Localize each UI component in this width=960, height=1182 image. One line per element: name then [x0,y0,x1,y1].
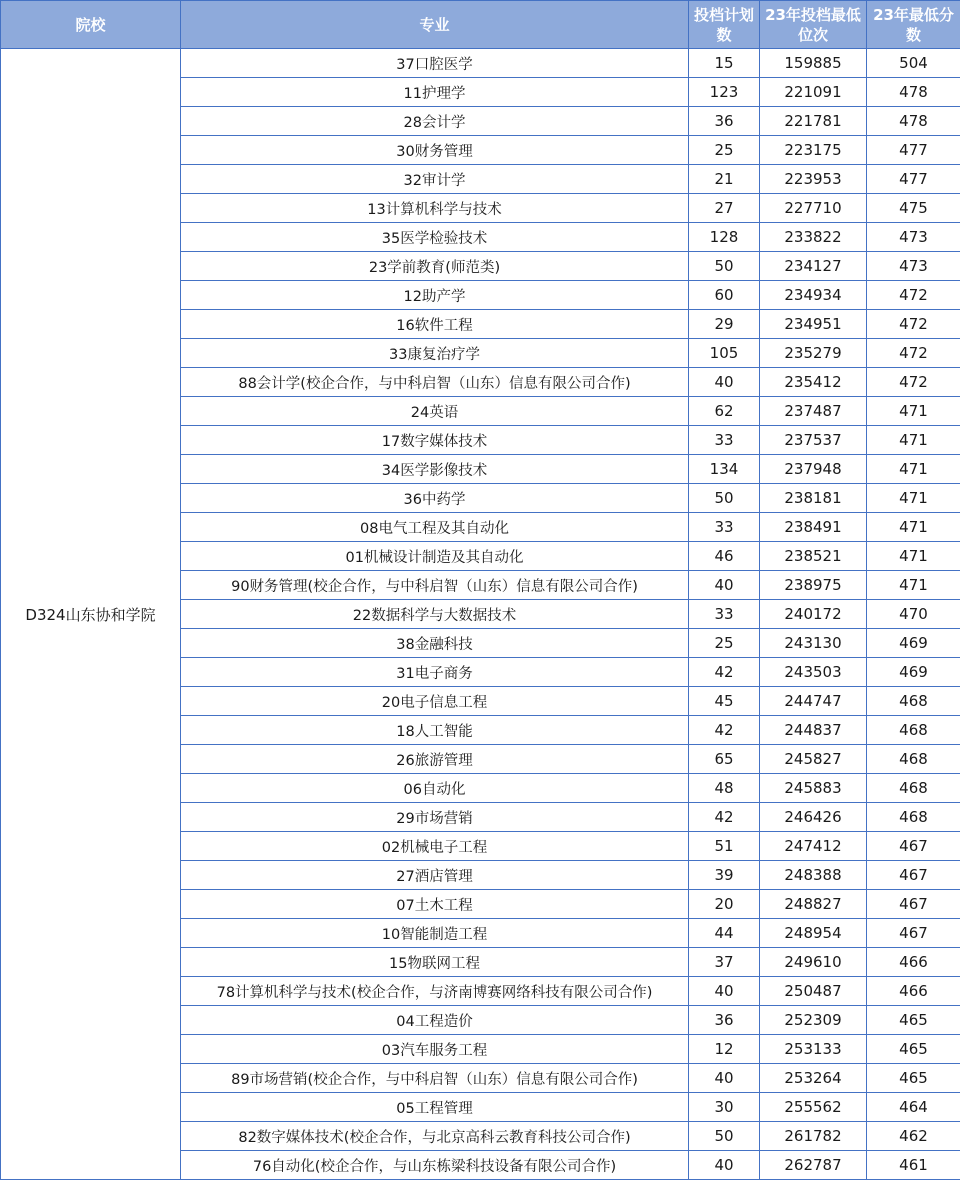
score-cell: 467 [867,832,960,861]
score-cell: 477 [867,136,960,165]
header-major: 专业 [181,1,689,49]
header-plan: 投档计划数 [689,1,760,49]
rank-cell: 238521 [760,542,867,571]
major-cell: 34医学影像技术 [181,455,689,484]
score-cell: 478 [867,107,960,136]
score-cell: 472 [867,368,960,397]
plan-cell: 123 [689,78,760,107]
major-cell: 07土木工程 [181,890,689,919]
score-cell: 472 [867,339,960,368]
major-cell: 13计算机科学与技术 [181,194,689,223]
plan-cell: 44 [689,919,760,948]
rank-cell: 248827 [760,890,867,919]
major-cell: 90财务管理(校企合作，与中科启智（山东）信息有限公司合作) [181,571,689,600]
rank-cell: 237537 [760,426,867,455]
rank-cell: 237487 [760,397,867,426]
plan-cell: 134 [689,455,760,484]
major-cell: 33康复治疗学 [181,339,689,368]
score-cell: 467 [867,890,960,919]
score-cell: 465 [867,1006,960,1035]
score-cell: 468 [867,716,960,745]
rank-cell: 253133 [760,1035,867,1064]
plan-cell: 45 [689,687,760,716]
score-cell: 466 [867,948,960,977]
header-school: 院校 [1,1,181,49]
rank-cell: 234127 [760,252,867,281]
plan-cell: 60 [689,281,760,310]
score-cell: 471 [867,397,960,426]
plan-cell: 40 [689,1064,760,1093]
rank-cell: 246426 [760,803,867,832]
major-cell: 32审计学 [181,165,689,194]
rank-cell: 252309 [760,1006,867,1035]
rank-cell: 233822 [760,223,867,252]
plan-cell: 39 [689,861,760,890]
major-cell: 01机械设计制造及其自动化 [181,542,689,571]
rank-cell: 261782 [760,1122,867,1151]
score-cell: 467 [867,861,960,890]
major-cell: 24英语 [181,397,689,426]
score-cell: 471 [867,571,960,600]
rank-cell: 238491 [760,513,867,542]
rank-cell: 244837 [760,716,867,745]
rank-cell: 235412 [760,368,867,397]
plan-cell: 48 [689,774,760,803]
rank-cell: 255562 [760,1093,867,1122]
major-cell: 31电子商务 [181,658,689,687]
rank-cell: 245883 [760,774,867,803]
score-cell: 473 [867,223,960,252]
rank-cell: 244747 [760,687,867,716]
plan-cell: 40 [689,368,760,397]
major-cell: 04工程造价 [181,1006,689,1035]
header-rank: 23年投档最低位次 [760,1,867,49]
score-cell: 504 [867,49,960,78]
major-cell: 12助产学 [181,281,689,310]
major-cell: 16软件工程 [181,310,689,339]
plan-cell: 25 [689,136,760,165]
rank-cell: 262787 [760,1151,867,1180]
score-cell: 465 [867,1064,960,1093]
major-cell: 22数据科学与大数据技术 [181,600,689,629]
rank-cell: 234934 [760,281,867,310]
score-cell: 466 [867,977,960,1006]
rank-cell: 237948 [760,455,867,484]
header-score: 23年最低分数 [867,1,960,49]
score-cell: 469 [867,658,960,687]
rank-cell: 221781 [760,107,867,136]
rank-cell: 248388 [760,861,867,890]
major-cell: 30财务管理 [181,136,689,165]
table-body [1,49,960,1180]
major-cell: 02机械电子工程 [181,832,689,861]
score-cell: 465 [867,1035,960,1064]
major-cell: 35医学检验技术 [181,223,689,252]
score-cell: 468 [867,803,960,832]
plan-cell: 40 [689,977,760,1006]
major-cell: 10智能制造工程 [181,919,689,948]
major-cell: 23学前教育(师范类) [181,252,689,281]
major-cell: 05工程管理 [181,1093,689,1122]
major-cell: 26旅游管理 [181,745,689,774]
score-cell: 471 [867,484,960,513]
rank-cell: 223953 [760,165,867,194]
rank-cell: 238975 [760,571,867,600]
rank-cell: 248954 [760,919,867,948]
rank-cell: 245827 [760,745,867,774]
score-cell: 478 [867,78,960,107]
plan-cell: 27 [689,194,760,223]
rank-cell: 235279 [760,339,867,368]
plan-cell: 12 [689,1035,760,1064]
rank-cell: 234951 [760,310,867,339]
major-cell: 89市场营销(校企合作，与中科启智（山东）信息有限公司合作) [181,1064,689,1093]
major-cell: 88会计学(校企合作，与中科启智（山东）信息有限公司合作) [181,368,689,397]
score-cell: 461 [867,1151,960,1180]
plan-cell: 50 [689,252,760,281]
major-cell: 37口腔医学 [181,49,689,78]
major-cell: 29市场营销 [181,803,689,832]
major-cell: 76自动化(校企合作，与山东栋梁科技设备有限公司合作) [181,1151,689,1180]
major-cell: 17数字媒体技术 [181,426,689,455]
plan-cell: 33 [689,426,760,455]
major-cell: 15物联网工程 [181,948,689,977]
school-cell: D324山东协和学院 [1,49,181,1180]
score-cell: 468 [867,687,960,716]
score-cell: 464 [867,1093,960,1122]
plan-cell: 50 [689,484,760,513]
score-cell: 475 [867,194,960,223]
plan-cell: 62 [689,397,760,426]
rank-cell: 250487 [760,977,867,1006]
plan-cell: 21 [689,165,760,194]
plan-cell: 65 [689,745,760,774]
plan-cell: 42 [689,716,760,745]
table-row [1,49,960,78]
rank-cell: 253264 [760,1064,867,1093]
plan-cell: 33 [689,600,760,629]
plan-cell: 15 [689,49,760,78]
plan-cell: 42 [689,658,760,687]
major-cell: 08电气工程及其自动化 [181,513,689,542]
plan-cell: 40 [689,571,760,600]
plan-cell: 29 [689,310,760,339]
major-cell: 11护理学 [181,78,689,107]
major-cell: 38金融科技 [181,629,689,658]
score-cell: 462 [867,1122,960,1151]
plan-cell: 42 [689,803,760,832]
score-cell: 470 [867,600,960,629]
score-cell: 471 [867,513,960,542]
score-cell: 472 [867,310,960,339]
major-cell: 06自动化 [181,774,689,803]
plan-cell: 40 [689,1151,760,1180]
major-cell: 03汽车服务工程 [181,1035,689,1064]
major-cell: 27酒店管理 [181,861,689,890]
score-cell: 477 [867,165,960,194]
score-cell: 471 [867,455,960,484]
score-cell: 468 [867,774,960,803]
rank-cell: 249610 [760,948,867,977]
rank-cell: 247412 [760,832,867,861]
plan-cell: 46 [689,542,760,571]
rank-cell: 221091 [760,78,867,107]
score-cell: 467 [867,919,960,948]
score-cell: 471 [867,542,960,571]
rank-cell: 238181 [760,484,867,513]
major-cell: 78计算机科学与技术(校企合作，与济南博赛网络科技有限公司合作) [181,977,689,1006]
plan-cell: 36 [689,1006,760,1035]
major-cell: 82数字媒体技术(校企合作，与北京高科云教育科技公司合作) [181,1122,689,1151]
plan-cell: 50 [689,1122,760,1151]
score-cell: 471 [867,426,960,455]
header-row [1,1,960,49]
plan-cell: 25 [689,629,760,658]
rank-cell: 243130 [760,629,867,658]
major-cell: 20电子信息工程 [181,687,689,716]
score-cell: 468 [867,745,960,774]
major-cell: 36中药学 [181,484,689,513]
major-cell: 28会计学 [181,107,689,136]
plan-cell: 105 [689,339,760,368]
score-cell: 469 [867,629,960,658]
rank-cell: 223175 [760,136,867,165]
plan-cell: 30 [689,1093,760,1122]
rank-cell: 159885 [760,49,867,78]
rank-cell: 240172 [760,600,867,629]
score-cell: 473 [867,252,960,281]
plan-cell: 20 [689,890,760,919]
plan-cell: 33 [689,513,760,542]
plan-cell: 128 [689,223,760,252]
rank-cell: 243503 [760,658,867,687]
plan-cell: 36 [689,107,760,136]
plan-cell: 51 [689,832,760,861]
rank-cell: 227710 [760,194,867,223]
major-cell: 18人工智能 [181,716,689,745]
score-cell: 472 [867,281,960,310]
plan-cell: 37 [689,948,760,977]
